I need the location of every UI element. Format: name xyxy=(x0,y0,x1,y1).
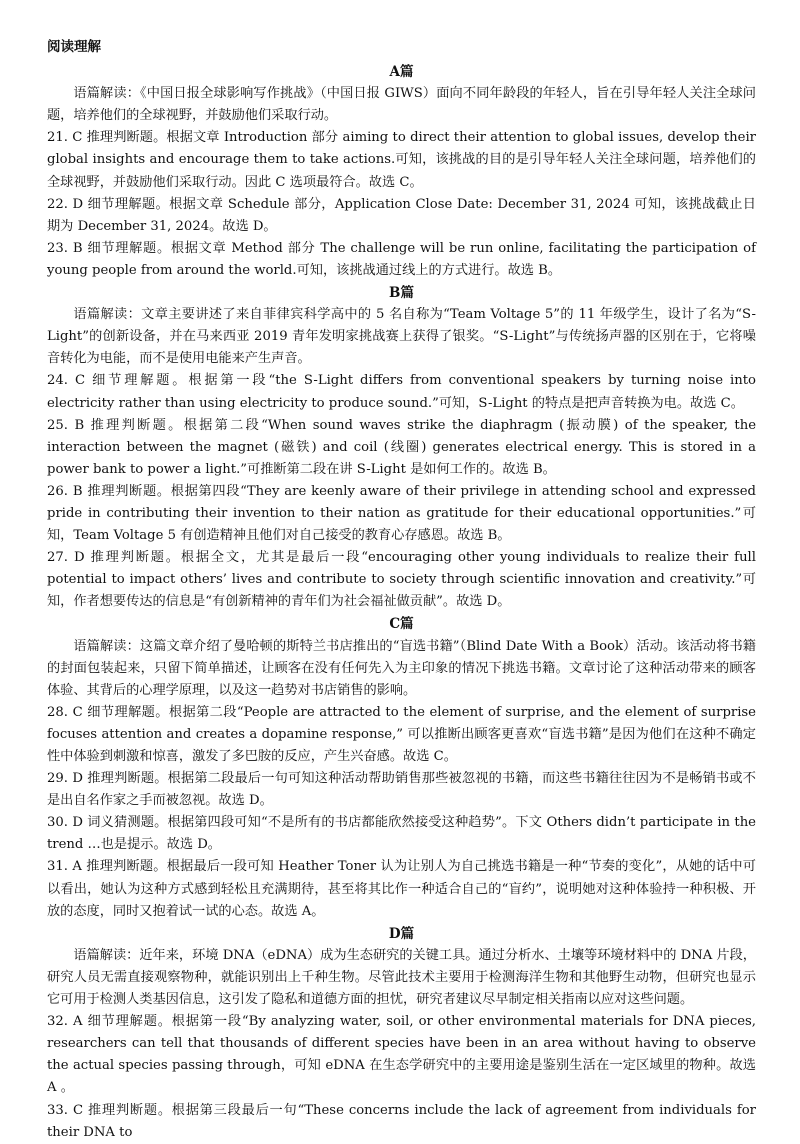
document-title: 阅读理解 xyxy=(47,39,101,55)
answer-item: 24. C 细节理解题。根据第一段“the S-Light differs from conventional speakers by turning noise into electricity rather than using electricity to produce sound.”可知，S-Light 的特点是把声音转换为电。故选 C。 xyxy=(47,373,756,411)
answer-item: 32. A 细节理解题。根据第一段“By analyzing water, soil, or other environmental materials for DNA pieces, researchers can tell that thousands of different species have been in an area without having to observe the actual species passing through，可知 eDNA 在生态学研究中的主要用途是鉴别生活在一定区域里的物种。故选 A 。 xyxy=(47,1014,756,1096)
section-heading: D篇 xyxy=(388,925,415,942)
section-d xyxy=(47,923,756,1144)
answer-item: 28. C 细节理解题。根据第二段“People are attracted to the element of surprise, and the element of surprise focuses attention and creates a dopamine response,” 可以推断出顾客更喜欢“盲选书籍”是因为他们在这种不确定性中体验到刺激和惊喜，激发了多巴胺的反应，产生兴奋感。故选 C。 xyxy=(47,704,756,764)
answer-item: 26. B 推理判断题。根据第四段“They are keenly aware of their privilege in attending school and expressed pride in contributing their invention to their nation as gratitude for their educational opportunities.”可知，Team Voltage 5 有创造精神且他们对自己接受的教育心存感恩。故选 B。 xyxy=(47,483,756,544)
answer-item: 25. B 推理判断题。根据第二段“When sound waves strike the diaphragm (振动膜) of the speaker, the interaction between the magnet (磁铁) and coil (线圈) generates electrical energy. This is stored in a power bank to power a light.”可推断第二段在讲 S-Light 是如何工作的。故选 B。 xyxy=(47,417,756,477)
answer-item: 23. B 细节理解题。根据文章 Method 部分 The challenge will be run online, facilitating the participation of young people from around the world.可知，该挑战通过线上的方式进行。故选 B。 xyxy=(47,240,756,278)
answer-item: 27. D 推理判断题。根据全文，尤其是最后一段“encouraging other young individuals to realize their full potential to impact others’ lives and contribute to society through scientific innovation and creativity.”可知，作者想要传达的信息是“有创新精神的青年们为社会福祉做贡献”。故选 D。 xyxy=(47,550,756,610)
section-heading: A篇 xyxy=(389,64,414,81)
passage-summary: 语篇解读：这篇文章介绍了曼哈顿的斯特兰书店推出的“盲选书籍”（Blind Date With a Book）活动。该活动将书籍的封面包装起来，只留下简单描述，让顾客在没有任何先入为主印象的情况下挑选书籍。文章讨论了这种活动带来的顾客体验、其背后的心理学原理，以及这一趋势对书店销售的影响。 xyxy=(47,638,756,698)
answer-item: 29. D 推理判断题。根据第二段最后一句可知这种活动帮助销售那些被忽视的书籍，而这些书籍往往因为不是畅销书或不是出自名作家之手而被忽视。故选 D。 xyxy=(47,771,756,809)
passage-summary: 语篇解读：近年来，环境 DNA（eDNA）成为生态研究的关键工具。通过分析水、土壤等环境材料中的 DNA 片段，研究人员无需直接观察物种，就能识别出上千种生物。尽管此技术主要用于检测海洋生物和其他野生动物，但研究也显示它可用于检测人类基因信息，这引发了隐私和道德方面的担忧，研究者建议尽早制定相关指南以应对这些问题。 xyxy=(47,947,756,1008)
section-b xyxy=(47,282,756,613)
section-c xyxy=(47,613,756,922)
section-a xyxy=(47,61,756,282)
answer-item: 30. D 词义猜测题。根据第四段可知“不是所有的书店都能欣然接受这种趋势”。下文 Others didn’t participate in the trend …也是提示。故选 D。 xyxy=(47,815,756,853)
section-heading: B篇 xyxy=(389,285,414,302)
section-heading: C篇 xyxy=(389,616,414,633)
passage-summary: 语篇解读：文章主要讲述了来自菲律宾科学高中的 5 名自称为“Team Voltage 5”的 11 年级学生，设计了名为“S-Light”的创新设备，并在马来西亚 2019 青年发明家挑战赛上获得了银奖。“S-Light”与传统扬声器的区别在于，它将噪音转化为电能，而不是使用电能来产生声音。 xyxy=(47,307,756,367)
answer-item: 21. C 推理判断题。根据文章 Introduction 部分 aiming to direct their attention to global issues, develop their global insights and encourage them to take actions.可知，该挑战的目的是引导年轻人关注全球问题，培养他们的全球视野，并鼓励他们采取行动。因此 C 选项最符合。故选 C。 xyxy=(47,130,756,190)
answer-item: 31. A 推理判断题。根据最后一段可知 Heather Toner 认为让别人为自己挑选书籍是一种“节奏的变化”，从她的话中可以看出，她认为这种方式感到轻松且充满期待，甚至将其比作一种适合自己的“盲约”，说明她对这种体验持一种积极、开放的态度，同时又抱着试一试的心态。故选 A。 xyxy=(47,859,756,919)
answer-item: 22. D 细节理解题。根据文章 Schedule 部分，Application Close Date: December 31, 2024 可知，该挑战截止日期为 December 31, 2024。故选 D。 xyxy=(47,196,756,234)
answer-item: 33. C 推理判断题。根据第三段最后一句“These concerns include the lack of agreement from individuals for their DNA to xyxy=(47,1102,756,1140)
passage-summary: 语篇解读：《中国日报全球影响写作挑战》（中国日报 GIWS）面向不同年龄段的年轻人，旨在引导年轻人关注全球问题，培养他们的全球视野，并鼓励他们采取行动。 xyxy=(47,86,756,124)
